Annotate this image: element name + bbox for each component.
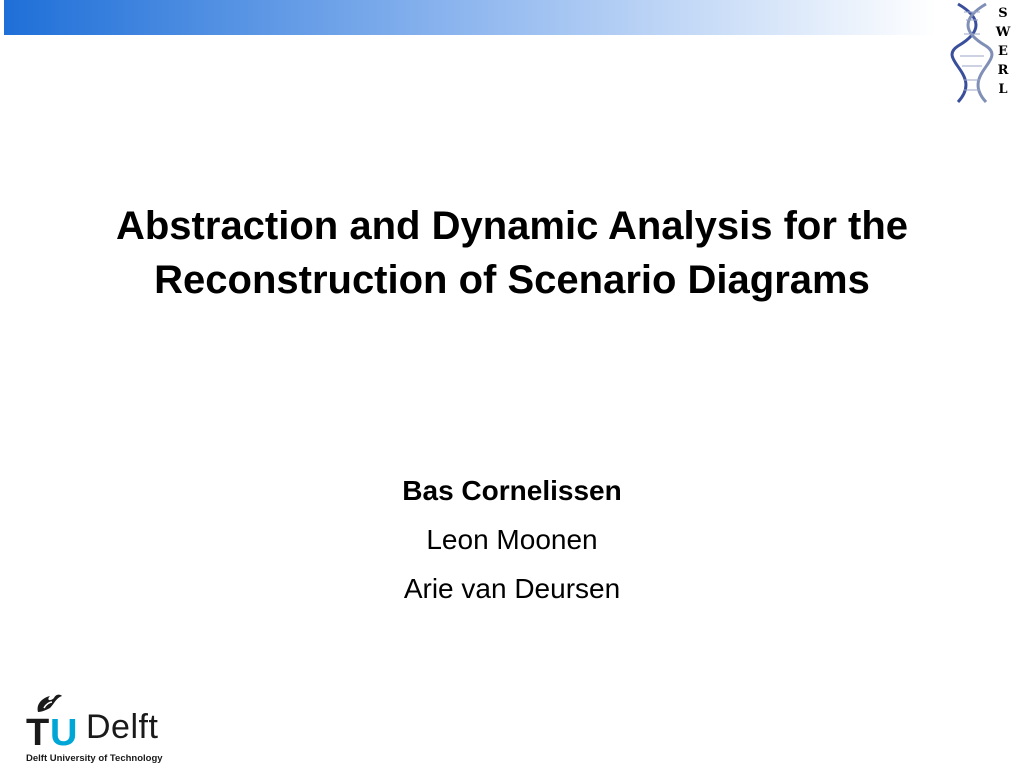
author-item: Arie van Deursen (403, 573, 621, 604)
slide-title: Abstraction and Dynamic Analysis for the Reconstruction of Scenario Diagrams (115, 204, 909, 302)
header-gradient-bar (4, 0, 936, 35)
swerl-letter: S (998, 6, 1008, 21)
swerl-letter: W (995, 25, 1011, 40)
tu-mark-u: U (50, 712, 78, 754)
tu-delft-subtitle: Delft University of Technology (26, 753, 163, 764)
tu-mark-t: T (26, 712, 50, 754)
swerl-letter: R (997, 63, 1009, 78)
author-item: Leon Moonen (426, 524, 598, 555)
author-list (200, 466, 824, 613)
tu-delft-wordmark: Delft (86, 708, 159, 746)
swerl-letter: E (998, 44, 1008, 59)
swerl-letters (990, 4, 1016, 99)
swerl-letter: L (998, 82, 1008, 97)
flame-icon (38, 695, 62, 712)
author-primary: Bas Cornelissen (402, 475, 622, 506)
